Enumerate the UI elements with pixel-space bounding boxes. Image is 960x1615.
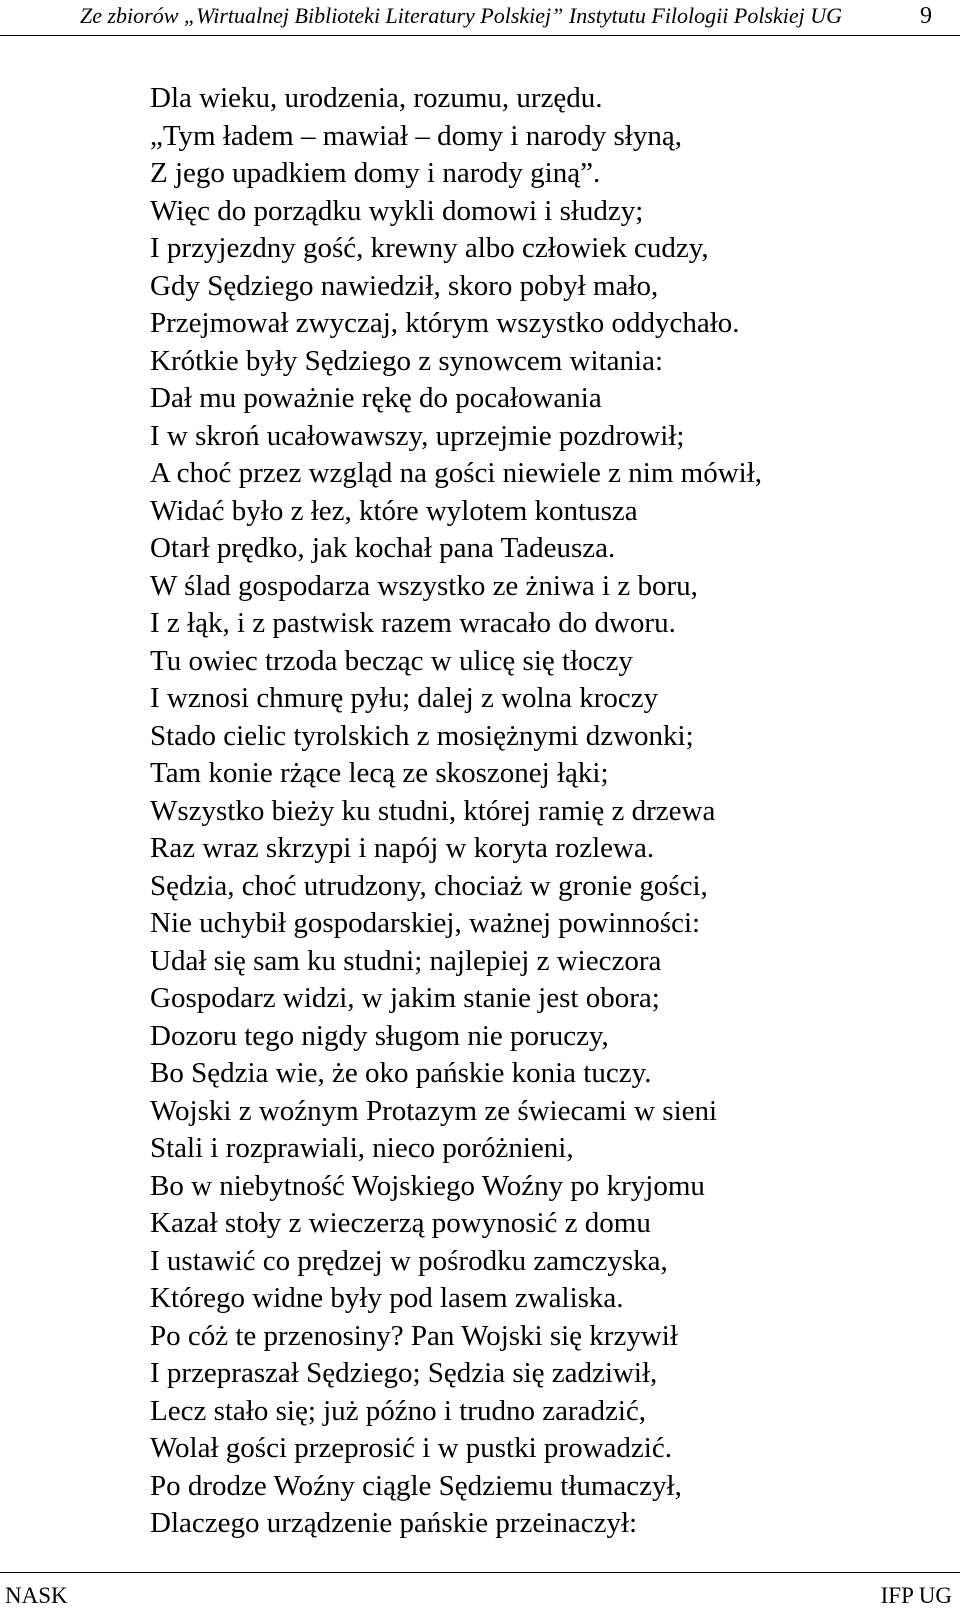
footer-left-label: NASK — [5, 1583, 68, 1608]
verse-line: Przejmował zwyczaj, którym wszystko oddychało. — [150, 307, 740, 339]
verse-line: Którego widne były pod lasem zwaliska. — [150, 1282, 624, 1314]
verse-line: Otarł prędko, jak kochał pana Tadeusza. — [150, 532, 616, 564]
verse-line: Krótkie były Sędziego z synowcem witania: — [150, 344, 664, 377]
verse-line: Dozoru tego nigdy sługom nie poruczy, — [150, 1019, 609, 1052]
verse-line: Bo w niebytność Wojskiego Woźny po kryjomu — [150, 1169, 705, 1202]
verse-line: Dał mu poważnie rękę do pocałowania — [150, 382, 602, 414]
verse-line: Dlaczego urządzenie pańskie przeinaczył: — [150, 1507, 638, 1539]
footer-right-label: IFP UG — [880, 1583, 952, 1608]
page-header — [0, 0, 960, 36]
verse-line: Nie uchybił gospodarskiej, ważnej powinności: — [150, 907, 701, 939]
verse-line: Tam konie rżące lecą ze skoszonej łąki; — [150, 757, 609, 789]
verse-line: Wszystko bieży ku studni, której ramię z drzewa — [150, 794, 716, 827]
verse-line: Widać było z łez, które wylotem kontusza — [150, 494, 638, 527]
verse-line: Więc do porządku wykli domowi i słudzy; — [150, 194, 644, 227]
verse-line: I z łąk, i z pastwisk razem wracało do dworu. — [150, 607, 676, 639]
verse-line: A choć przez wzgląd na gości niewiele z nim mówił, — [150, 457, 763, 489]
verse-line: I przepraszał Sędziego; Sędzia się zadziwił, — [150, 1357, 658, 1389]
verse-line: Raz wraz skrzypi i napój w koryta rozlewa. — [150, 832, 655, 864]
verse-line: Gdy Sędziego nawiedził, skoro pobył mało, — [150, 269, 659, 302]
verse-line: Gospodarz widzi, w jakim stanie jest obora; — [150, 982, 660, 1014]
verse-line: Bo Sędzia wie, że oko pańskie konia tuczy. — [150, 1057, 652, 1089]
verse-line: Stado cielic tyrolskich z mosiężnymi dzwonki; — [150, 719, 694, 752]
verse-line: Stali i rozprawiali, nieco poróżnieni, — [150, 1132, 574, 1164]
verse-line: Tu owiec trzoda becząc w ulicę się tłoczy — [150, 644, 633, 677]
verse-line: Lecz stało się; już późno i trudno zaradzić, — [150, 1394, 647, 1427]
verse-line: I wznosi chmurę pyłu; dalej z wolna kroczy — [150, 682, 659, 714]
verse-line: I przyjezdny gość, krewny albo człowiek cudzy, — [150, 232, 709, 264]
page-number: 9 — [920, 3, 932, 29]
page-footer — [0, 1572, 960, 1615]
verse-line: I w skroń ucałowawszy, uprzejmie pozdrowił; — [150, 419, 685, 452]
verse-line: Z jego upadkiem domy i narody giną”. — [150, 157, 601, 189]
verse-line: I ustawić co prędzej w pośrodku zamczyska, — [150, 1244, 668, 1277]
verse-line: W ślad gospodarza wszystko ze żniwa i z boru, — [150, 569, 698, 602]
header-title: Ze zbiorów „Wirtualnej Biblioteki Literatury Polskiej” Instytutu Filologii Polskiej UG — [80, 3, 843, 28]
verse-line: Wojski z woźnym Protazym ze świecami w sieni — [150, 1094, 718, 1127]
verse-line: Udał się sam ku studni; najlepiej z wieczora — [150, 944, 662, 977]
poem-text — [150, 80, 940, 1543]
verse-line: Po cóż te przenosiny? Pan Wojski się krzywił — [150, 1319, 678, 1352]
verse-line: Dla wieku, urodzenia, rozumu, urzędu. — [150, 82, 603, 114]
verse-line: Po drodze Woźny ciągle Sędziemu tłumaczył, — [150, 1469, 682, 1502]
verse-line: Kazał stoły z wieczerzą powynosić z domu — [150, 1207, 651, 1239]
verse-line: „Tym ładem – mawiał – domy i narody słyną, — [150, 119, 682, 152]
verse-line: Sędzia, choć utrudzony, chociaż w gronie gości, — [150, 869, 708, 902]
verse-line: Wolał gości przeprosić i w pustki prowadzić. — [150, 1432, 672, 1464]
